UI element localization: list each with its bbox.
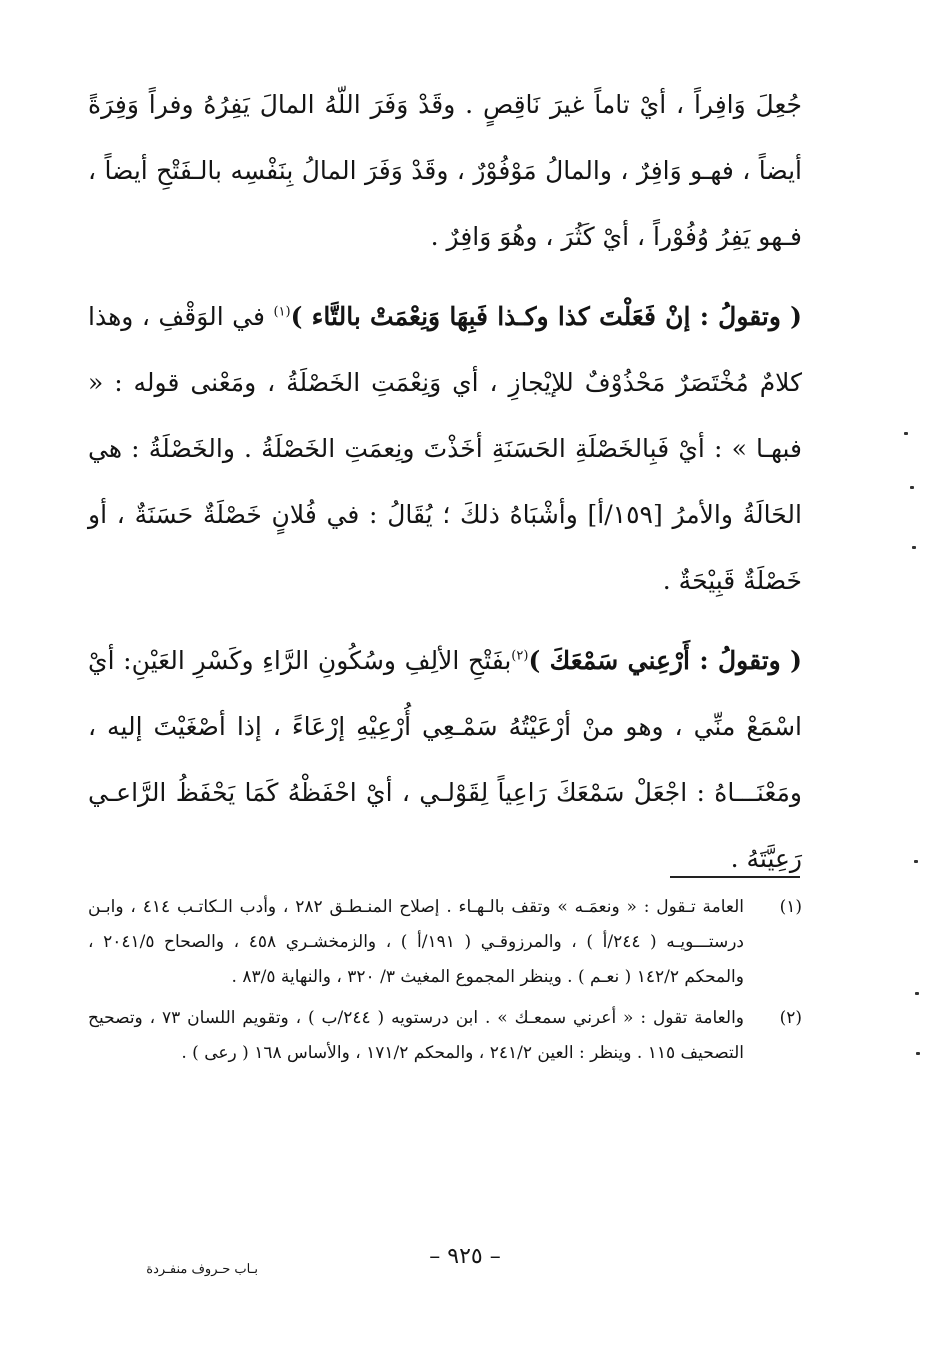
footnote-ref-2[interactable]: (٢)	[511, 648, 529, 664]
paragraph-3-lead: ( وتقولُ : أَرْعِني سَمْعَكَ )	[528, 646, 802, 675]
paragraph-1-text: جُعِلَ وَافِراً ، أيْ تاماً غيرَ نَاقِصٍ . وقَدْ وَفَرَ اللّهُ المالَ يَفِرُهُ وفراً وَفِرَةً أيضاً ، فهـو وَافِرٌ ، والمالُ مَوْفُوْرٌ ، وقَدْ وَفَرَ المالُ بِنَفْسِه بالـفَتْحِ أيضاً ، فـهو يَفِرُ وُفُوْراً ، أيْ كَثُرَ ، وهُوَ وَافِرٌ .	[88, 90, 802, 251]
scan-speck	[914, 860, 918, 863]
footnote-divider	[670, 876, 800, 878]
footnote-1-text: العامة تـقول : « ونعمَـه » وتقف بالـهـاء . إصلاح المنـطـق ٢٨٢ ، وأدب الـكاتـب ٤١٤ ، وابـن درستـــويـه ( ٢٤٤/أ ) ، والمرزوقـي ( ١٩١/أ ) ، والزمخشـري ٤٥٨ ، والصحاح ٢٠٤١/٥ ، والمحكم ١٤٢/٢ ( نعـم ) . وينظر المجموع المغيث ٣/ ٣٢٠ ، والنهاية ٨٣/٥ .	[88, 897, 745, 987]
footnote-2	[88, 1001, 802, 1071]
paragraph-2	[88, 284, 802, 614]
footnotes	[88, 890, 802, 1077]
footnote-ref-1[interactable]: (١)	[273, 304, 291, 320]
running-footer: بـاب حـروف منفـردة	[146, 1262, 258, 1277]
paragraph-2-text: في الوَقْفِ ، وهذا كلامٌ مُخْتَصَرٌ مَحْذُوْفٌ للإيْجازِ ، أي وَنِعْمَتِ الخَصْلَةُ ، ومَعْنى قوله : « فبهـا » : أيْ فَبِالخَصْلَةِ الحَسَنَةِ أخَذْتَ ونِعمَتِ الخَصْلَةُ . والخَصْلَةُ : هي الحَالَةُ والأمرُ [١٥٩/أ] وأشْبَاهُ ذلكَ ؛ يُقَالُ : في فُلانٍ خَصْلَةٌ حَسَنَةٌ ، أو خَصْلَةٌ قَبِيْحَةٌ .	[88, 302, 802, 595]
footnote-1-number: (١)	[779, 897, 802, 917]
main-text	[88, 72, 802, 892]
page-number: – ٩٢٥ –	[429, 1244, 501, 1269]
footnote-2-text: والعامة تقول : « أعرني سمعـك » . ابن درستويه ( ٢٤٤/ب ) ، وتقويم اللسان ٧٣ ، وتصحيح التصحيف ١١٥ . وينظر : العين ٢٤١/٢ ، والمحكم ١٧١/٢ ، والأساس ١٦٨ ( رعى ) .	[88, 1008, 744, 1063]
footnote-2-number: (٢)	[779, 1008, 802, 1028]
paragraph-2-lead: ( وتقولُ : إنْ فَعَلْتَ كذا وكـذا فَبِهَا وَنِعْمَتْ بالتَّاء )	[290, 302, 803, 331]
scan-speck	[915, 992, 919, 995]
scan-speck	[912, 546, 916, 549]
scan-speck	[910, 486, 914, 489]
paragraph-3	[88, 628, 802, 892]
scan-speck	[916, 1052, 920, 1055]
paragraph-3-text: بفَتْحِ الألِفِ وسُكُونِ الرَّاءِ وكَسْرِ العَيْنِ: أيْ اسْمَعْ منِّي ، وهو منْ أرْعَيْتُهُ سَمْـعِي أُرْعِيْهِ إرْعَاءً ، إذا أصْغَيْتَ إليه ، ومَعْنَـــاهُ : اجْعَلْ سَمْعَكَ رَاعِياً لِقَوْلـي ، أيْ احْفَظْهُ كَمَا يَحْفَظُ الرَّاعـي رَعِيَّتَهُ .	[88, 646, 802, 873]
footnote-1	[88, 890, 802, 995]
scan-speck	[904, 432, 908, 435]
paragraph-1	[88, 72, 802, 270]
